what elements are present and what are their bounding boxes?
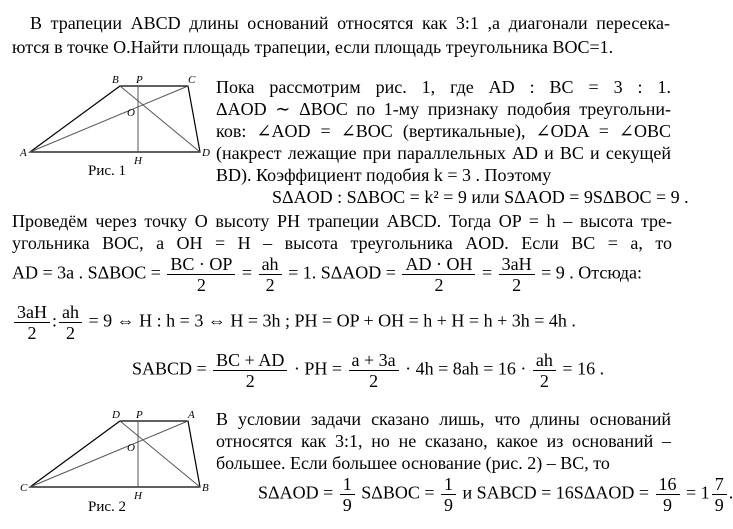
text-r2-3: большее. Если большее основание (рис. 2) – BC, то [216, 453, 610, 473]
text-r1-6: SΔAOD : SΔBOC = k² = 9 или SΔAOD = 9SΔBOC = 9 . [272, 187, 689, 207]
equation-line-2: $\frac{3aH}{2}$ : $\frac{ah}{2}$ = 9 ⇔ H : h = 3 ⇔ H = 3h ; PH = OP + OH = h + H = h + 3h = 4h . [12, 302, 576, 343]
text-r1-3: ков: ∠AOD = ∠BOC (вертикальные), ∠ODA = ∠OBC [216, 121, 671, 141]
label-c: C [188, 74, 196, 86]
label-b2: B [202, 482, 209, 494]
label-c2: C [20, 482, 28, 494]
text-p2-2: угольника BOC, а OH = H – высота треугольника AOD. Если BC = a, то [12, 233, 672, 253]
label-b: B [112, 74, 119, 86]
label-a2: A [188, 409, 195, 421]
trapezoid-outline [30, 86, 200, 152]
label-p2: P [136, 409, 143, 421]
text-p2-1: Проведём через точку O высоту PH трапеции ABCD. Тогда OP = h – высота тре- [12, 211, 672, 231]
equation-line-4: SΔAOD = $\frac{1}{9}$ SΔBOC = $\frac{1}{9}$ и SABCD = 16SΔAOD = $\frac{16}{9}$ = 1 $\frac{7}{9}$ . [258, 474, 733, 515]
problem-line-1: В трапеции ABCD длины оснований относятся как 3:1 ,а диагонали пересека- [30, 13, 670, 33]
label-p: P [136, 74, 143, 86]
label-a: A [20, 147, 27, 159]
diagonal-ac [30, 86, 188, 152]
problem-line-2: ются в точке O.Найти площадь трапеции, если площадь треугольника BOC=1. [12, 37, 614, 57]
equation-line-3: SABCD = $\frac{BC + AD}{2}$ · PH = $\frac{a + 3a}{2}$ · 4h = 8ah = 16 · $\frac{ah}{2}$ = 16 . [132, 350, 605, 391]
text-r1-5: BD). Коэффициент подобия k = 3 . Поэтому [216, 165, 552, 185]
figure-2-caption: Рис. 2 [88, 499, 127, 515]
label-h: H [134, 155, 142, 167]
equation-line-1: AD = 3a . SΔBOC = $\frac{BC \cdot OP}{2}$ = $\frac{ah}{2}$ = 1. SΔAOD = $\frac{AD \cdot OH}{2}$ = $\frac{3aH}{2}$ = 9 . Отсюда: [12, 254, 643, 295]
text-r1-1: Пока рассмотрим рис. 1, где AD : BC = 3 : 1. [216, 77, 671, 97]
trapezoid-outline-2 [30, 421, 200, 487]
text-r2-2: относятся как 3:1, но не сказано, какое из оснований – [216, 431, 671, 451]
label-d: D [202, 147, 210, 159]
trapezoid-figure-1 [20, 70, 210, 165]
label-o: O [127, 107, 135, 119]
label-d2: D [112, 409, 120, 421]
text-r1-4: (накрест лежащие при параллельных AD и BC и секущей [216, 143, 671, 163]
label-o2: O [127, 442, 135, 454]
figure-1-caption: Рис. 1 [88, 163, 127, 179]
text-r2-1: В условии задачи сказано лишь, что длины оснований [216, 409, 671, 429]
label-h2: H [134, 490, 142, 502]
diagonal-bd [120, 86, 200, 152]
trapezoid-figure-2 [20, 405, 210, 500]
diagonal-1 [30, 421, 188, 487]
diagonal-2 [120, 421, 200, 487]
text-r1-2: ΔAOD ∼ ΔBOC по 1-му признаку подобия треугольни- [216, 99, 671, 119]
